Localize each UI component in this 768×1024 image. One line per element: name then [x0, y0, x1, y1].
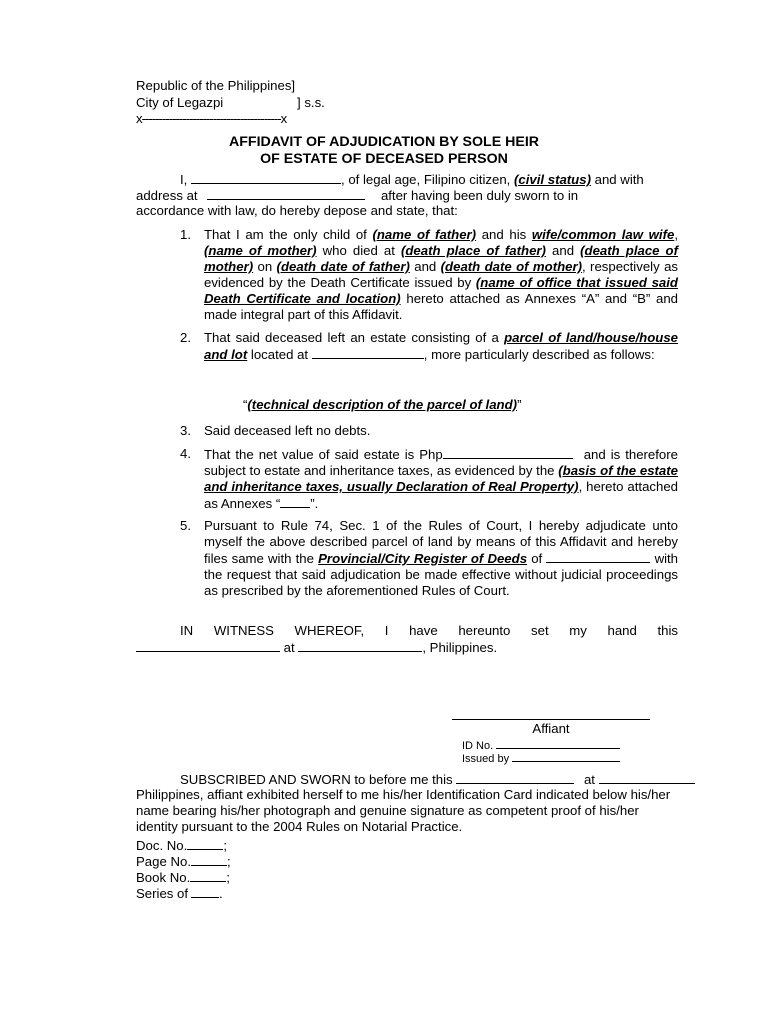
- witness-line2: [136, 639, 497, 656]
- annex-blank[interactable]: [280, 495, 310, 508]
- name-blank[interactable]: [191, 171, 341, 184]
- death-place-father-placeholder: (death place of father): [400, 243, 546, 258]
- wife-placeholder: wife/common law wife: [531, 227, 675, 242]
- header-separator: x-----------------------------------------x: [136, 111, 287, 126]
- notary-book-semicolon: ;: [226, 870, 230, 885]
- item-2-text-a: That said deceased left an estate consisting of a: [204, 330, 499, 345]
- header-ss: ] s.s.: [297, 95, 325, 110]
- item-4: [180, 446, 678, 512]
- item-5-text-c: with the request that said adjudication be made effective without judicial proceedings as prescribed by the aforementioned Rules of Court.: [204, 551, 679, 598]
- affiant-issued: [462, 751, 620, 767]
- technical-open-quote: “: [243, 397, 248, 412]
- intro-i: I,: [180, 172, 188, 187]
- affiant-signature-line[interactable]: [452, 719, 650, 720]
- technical-description: [243, 397, 521, 413]
- item-4-body: [204, 446, 678, 512]
- notary-series-dot: .: [219, 886, 223, 901]
- intro-text2: and with: [594, 172, 644, 187]
- jurat-line2: Philippines, affiant exhibited herself to me his/her Identification Card indicated below his/her: [136, 787, 671, 802]
- notary-page: [136, 853, 231, 870]
- affiant-issued-label: Issued by: [462, 753, 510, 765]
- jurat-line1: [180, 771, 695, 788]
- affiant-id-label: ID No.: [462, 740, 494, 752]
- item-1-number: 1.: [180, 227, 191, 242]
- notary-book: [136, 869, 230, 886]
- registry-placeholder: Provincial/City Register of Deeds: [318, 551, 528, 566]
- notary-page-semicolon: ;: [227, 854, 231, 869]
- affiant-id-blank[interactable]: [496, 738, 620, 749]
- witness-end: , Philippines.: [422, 640, 498, 655]
- death-date-mother-placeholder: (death date of mother): [440, 259, 583, 274]
- jurat-place-blank[interactable]: [599, 771, 695, 784]
- office-placeholder: (name of office that issued said Death Certificate and location): [204, 275, 678, 306]
- item-2-text-c: , more particularly described as follows:: [423, 347, 655, 362]
- item-4-text-c: , hereto attached as Annexes “: [204, 479, 678, 511]
- notary-doc-semicolon: ;: [223, 838, 227, 853]
- jurat-date-blank[interactable]: [456, 771, 574, 784]
- item-4-text-b: and is therefore subject to estate and inheritance taxes, as evidenced by the: [204, 447, 678, 478]
- item-3-body: Said deceased left no debts.: [204, 423, 371, 438]
- death-place-mother-placeholder: (death place of mother): [204, 243, 679, 274]
- item-5-number: 5.: [180, 518, 191, 533]
- item-5-text-a: Pursuant to Rule 74, Sec. 1 of the Rules of Court, I hereby adjudicate unto myself the above described parcel of land by means of this Affidavit and hereby files same with the: [204, 518, 678, 566]
- address-blank[interactable]: [207, 187, 365, 200]
- technical-description-placeholder: (technical description of the parcel of land): [247, 397, 518, 412]
- item-1-text-e: and: [552, 243, 575, 258]
- intro-line2: [136, 187, 678, 204]
- item-1-text-f: on: [257, 259, 273, 274]
- notary-book-label: Book No.: [136, 870, 191, 885]
- notary-page-blank[interactable]: [191, 853, 227, 866]
- intro-address: address at: [136, 188, 198, 203]
- item-1-text-c: ,: [674, 227, 678, 242]
- intro-line1: [180, 171, 644, 188]
- item-1-text-a: That I am the only child of: [204, 227, 367, 242]
- registry-place-blank[interactable]: [546, 550, 650, 563]
- item-1-text-b: and his: [481, 227, 527, 242]
- jurat-at: at: [583, 772, 595, 787]
- item-1-text-h: , respectively as evidenced by the Death Certificate issued by: [204, 259, 678, 290]
- jurat-line4: identity pursuant to the 2004 Rules on Notarial Practice.: [136, 819, 463, 834]
- technical-close-quote: ”: [517, 397, 522, 412]
- witness-place-blank[interactable]: [298, 639, 422, 652]
- mother-name-placeholder: (name of mother): [204, 243, 317, 258]
- item-2-text-b: located at: [250, 347, 309, 362]
- notary-book-blank[interactable]: [190, 869, 226, 882]
- item-1-text-i: hereto attached as Annexes “A” and “B” and made integral part of this Affidavit.: [204, 291, 678, 322]
- item-2: [180, 330, 678, 363]
- item-4-text-d: ”.: [310, 496, 319, 511]
- item-2-number: 2.: [180, 330, 191, 345]
- item-5-text-b: of: [531, 551, 543, 566]
- notary-page-label: Page No.: [136, 854, 191, 869]
- notary-series-label: Series of: [136, 886, 189, 901]
- item-4-number: 4.: [180, 446, 191, 461]
- net-value-blank[interactable]: [443, 446, 573, 459]
- item-5: [180, 518, 678, 599]
- item-5-body: [204, 518, 678, 599]
- parcel-placeholder: parcel of land/house/house and lot: [204, 330, 678, 362]
- jurat-text-a: SUBSCRIBED AND SWORN to before me this: [180, 772, 453, 787]
- document-title-line2: OF ESTATE OF DECEASED PERSON: [260, 151, 508, 167]
- civil-status-placeholder: (civil status): [514, 172, 591, 187]
- location-blank[interactable]: [312, 346, 424, 359]
- item-1-text-d: who died at: [322, 243, 395, 258]
- father-name-placeholder: (name of father): [372, 227, 477, 242]
- notary-series-blank[interactable]: [191, 885, 219, 898]
- header-republic: Republic of the Philippines]: [136, 78, 296, 93]
- document-title-line1: AFFIDAVIT OF ADJUDICATION BY SOLE HEIR: [228, 134, 540, 150]
- header-city: City of Legazpi: [136, 95, 224, 110]
- jurat-line3: name bearing his/her photograph and genuine signature as competent proof of his/her: [136, 803, 639, 818]
- witness-date-blank[interactable]: [136, 639, 280, 652]
- intro-line3: accordance with law, do hereby depose and state, that:: [136, 203, 458, 218]
- notary-doc-label: Doc. No.: [136, 838, 188, 853]
- item-3-number: 3.: [180, 423, 191, 438]
- tax-basis-placeholder: (basis of the estate and inheritance taxes, usually Declaration of Real Property): [204, 463, 678, 494]
- item-1-body: [204, 227, 678, 323]
- item-2-body: [204, 330, 678, 363]
- item-4-text-a: That the net value of said estate is Php: [204, 447, 443, 462]
- affiant-issued-blank[interactable]: [512, 751, 620, 762]
- affiant-label: Affiant: [532, 721, 570, 736]
- witness-at: at: [283, 640, 295, 655]
- intro-text1: , of legal age, Filipino citizen,: [341, 172, 511, 187]
- notary-series: [136, 885, 223, 902]
- item-1-text-g: and: [414, 259, 437, 274]
- intro-text3: after having been duly sworn to in: [380, 188, 579, 203]
- item-1: [180, 227, 678, 323]
- notary-doc-blank[interactable]: [187, 837, 223, 850]
- witness-line1: IN WITNESS WHEREOF, I have hereunto set my hand this: [180, 623, 678, 638]
- death-date-father-placeholder: (death date of father): [276, 259, 410, 274]
- notary-doc: [136, 837, 227, 854]
- item-3: [180, 423, 678, 439]
